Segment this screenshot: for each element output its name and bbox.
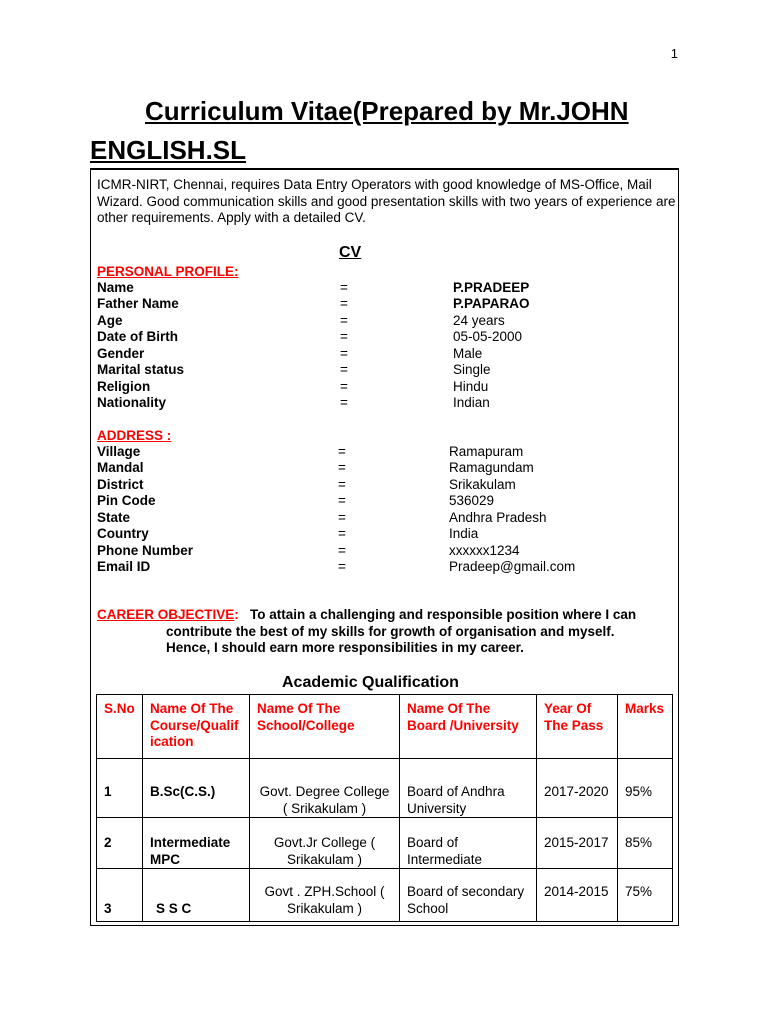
kv-row [97,477,677,493]
equals-sign: = [338,542,346,558]
cell-sno: 2 [97,818,143,869]
table-row [97,759,673,818]
field-value: xxxxxx1234 [449,542,520,558]
field-value: P.PRADEEP [453,280,530,295]
equals-sign: = [338,509,346,525]
field-value: Indian [453,395,490,411]
cell-year: 2017-2020 [537,759,618,818]
kv-row [97,296,677,312]
equals-sign: = [340,378,348,394]
field-value: Andhra Pradesh [449,509,547,525]
equals-sign: = [340,345,348,361]
cell-course: Intermediate MPC [143,818,250,869]
field-value: Male [453,345,483,361]
cell-marks: 85% [618,818,673,869]
equals-sign: = [338,493,346,509]
field-value: Ramagundam [449,460,534,476]
table-row [97,818,673,869]
cell-course: S S C [143,869,250,922]
equals-sign: = [338,460,346,476]
cell-school: Govt.Jr College ( Srikakulam ) [250,818,400,869]
cell-board: Board of Intermediate [400,818,537,869]
equals-sign: = [338,526,346,542]
field-label: Pin Code [97,493,156,509]
header-year: Year Of The Pass [537,695,618,759]
table-row [97,869,673,922]
kv-row [97,559,677,575]
field-value: India [449,526,479,542]
cell-year: 2014-2015 [537,869,618,922]
field-label: Father Name [97,296,179,312]
career-objective: CAREER OBJECTIVE: To attain a challenging and responsible position where I can contribute the best of my skills for growth of organisation and myself. Hence, I should earn more responsibilities in my career. [97,607,667,657]
kv-row [97,510,677,526]
career-objective-line1: To attain a challenging and responsible position where I can [250,607,637,622]
academic-qualification-title: Academic Qualification [282,674,459,691]
field-label: Religion [97,378,151,394]
field-label: Marital status [97,362,185,378]
field-value: 24 years [453,312,505,328]
field-label: District [97,476,144,492]
cell-marks: 75% [618,869,673,922]
field-label: Village [97,444,141,459]
field-label: Nationality [97,395,167,411]
field-value: 05-05-2000 [453,329,523,345]
cell-board: Board of Andhra University [400,759,537,818]
field-label: Name [97,280,134,295]
kv-row [97,543,677,559]
kv-row [97,346,677,362]
equals-sign: = [340,329,348,345]
equals-sign: = [340,362,348,378]
field-value: Hindu [453,378,489,394]
field-label: Country [97,526,149,542]
kv-row [97,460,677,476]
career-objective-line3: Hence, I should earn more responsibilities in my career. [166,640,524,655]
kv-row [97,526,677,542]
field-label: Phone Number [97,542,194,558]
cell-school: Govt. Degree College ( Srikakulam ) [250,759,400,818]
cell-sno: 3 [97,869,143,922]
field-value: Srikakulam [449,476,516,492]
header-sno: S.No [97,695,143,759]
kv-row [97,280,677,296]
career-objective-line2: contribute the best of my skills for growth of organisation and myself. [166,623,615,639]
field-value: Ramapuram [449,444,524,459]
equals-sign: = [338,559,346,575]
header-course: Name Of The Course/Qualification [143,695,250,759]
field-value: Pradeep@gmail.com [449,559,576,575]
personal-profile-heading: PERSONAL PROFILE: [97,264,239,279]
kv-row [97,395,677,411]
cell-sno: 1 [97,759,143,818]
cell-course: B.Sc(C.S.) [143,759,250,818]
address-heading: ADDRESS : [97,428,172,443]
equals-sign: = [340,296,348,312]
header-marks: Marks [618,695,673,759]
kv-row [97,329,677,345]
kv-row [97,379,677,395]
page-number: 1 [670,46,678,61]
equals-sign: = [340,395,348,411]
cell-year: 2015-2017 [537,818,618,869]
field-label: State [97,509,131,525]
cv-heading: CV [339,244,362,261]
academic-qualification-table [96,694,673,922]
field-label: Age [97,312,123,328]
kv-row [97,493,677,509]
header-school: Name Of The School/College [250,695,400,759]
cell-marks: 95% [618,759,673,818]
equals-sign: = [338,476,346,492]
intro-paragraph: ICMR-NIRT, Chennai, requires Data Entry Operators with good knowledge of MS-Office, Mail Wizard. Good communication skills and good presentation skills with two years of experience are other requirements. Apply with a detailed CV. [97,177,676,225]
field-value: P.PAPARAO [453,296,530,312]
equals-sign: = [340,312,348,328]
field-label: Email ID [97,559,151,575]
field-value: 536029 [449,493,495,509]
cell-board: Board of secondary School [400,869,537,922]
kv-row [97,313,677,329]
table-header-row [97,695,673,759]
equals-sign: = [340,280,348,295]
header-board: Name Of The Board /University [400,695,537,759]
field-label: Gender [97,345,145,361]
equals-sign: = [338,444,346,459]
field-label: Mandal [97,460,144,476]
career-objective-label: CAREER OBJECTIVE [97,607,235,622]
kv-row [97,444,677,460]
field-label: Date of Birth [97,329,178,345]
field-value: Single [453,362,491,378]
document-title: Curriculum Vitae(Prepared by Mr.JOHN ENGLISH.SL [90,96,629,165]
kv-row [97,362,677,378]
cell-school: Govt . ZPH.School ( Srikakulam ) [250,869,400,922]
